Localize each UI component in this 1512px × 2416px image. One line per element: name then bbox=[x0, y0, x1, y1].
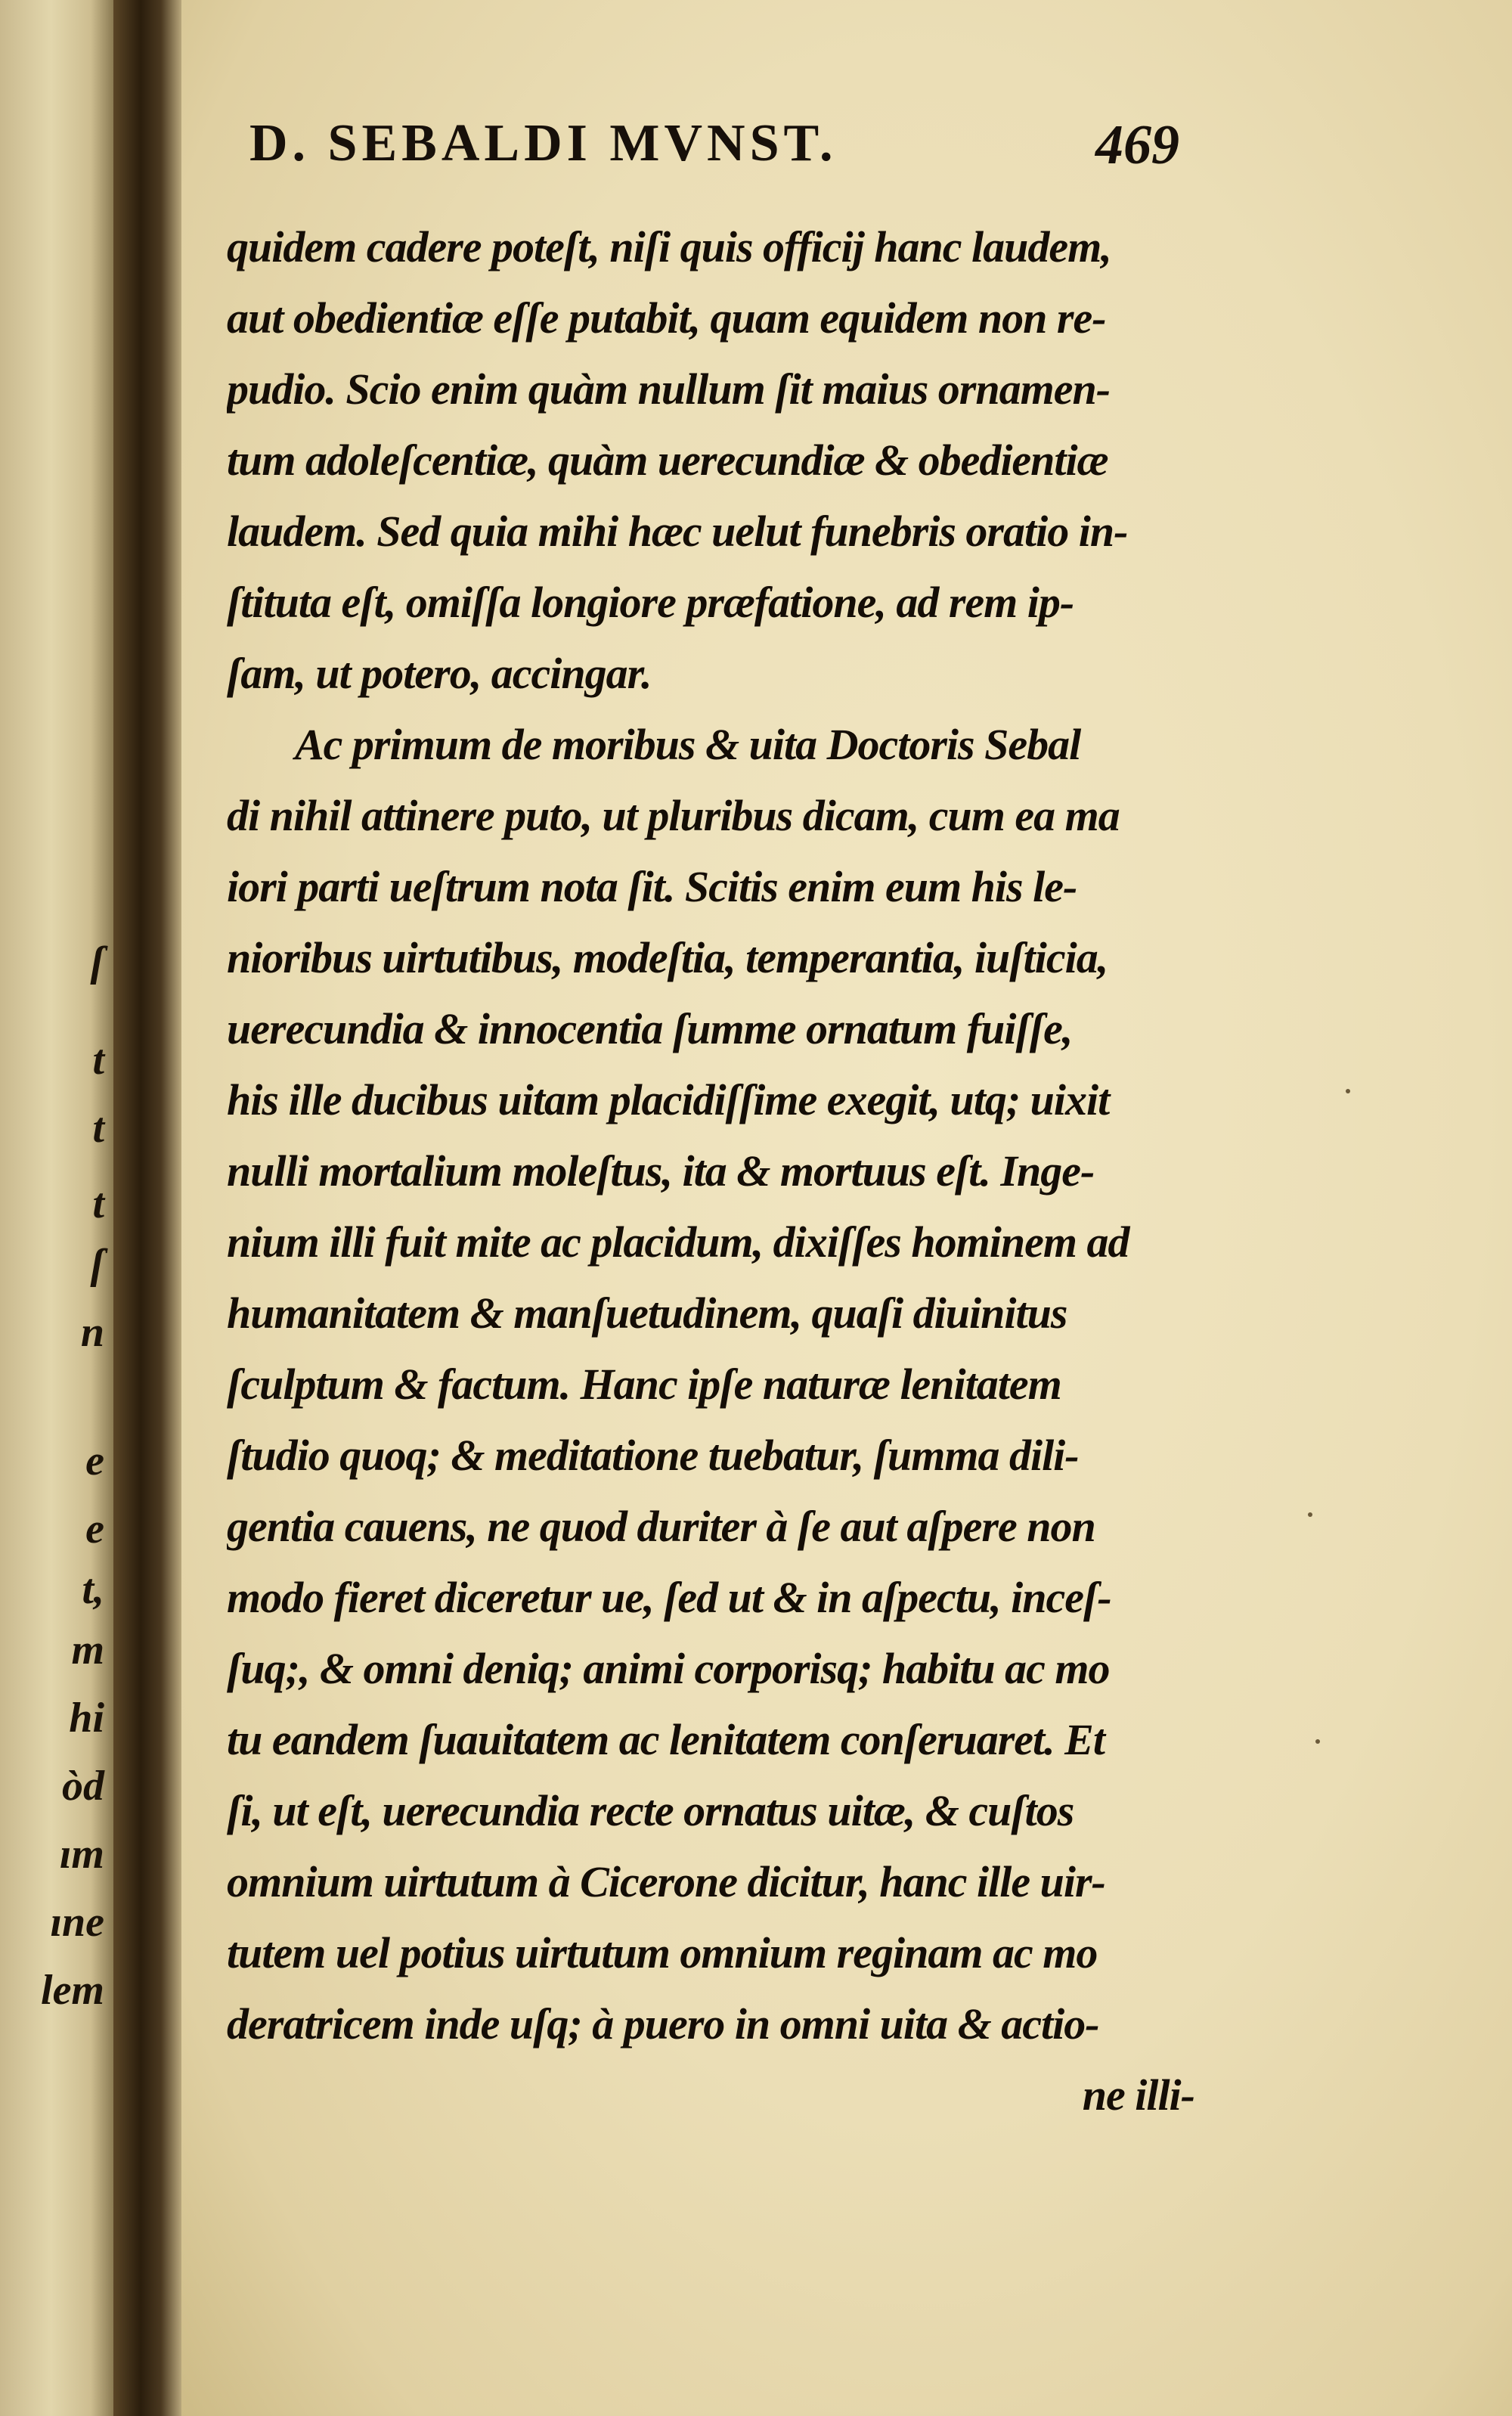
text-line: ſtudio quoq; & meditatione tuebatur, ſumma dili- bbox=[227, 1431, 1079, 1480]
text-line: ſculptum & factum. Hanc ipſe naturæ lenitatem bbox=[227, 1360, 1061, 1409]
left-page-fragment: lem bbox=[41, 1967, 104, 2014]
text-line: ſam, ut potero, accingar. bbox=[227, 649, 652, 698]
book-page bbox=[181, 0, 1512, 2416]
paper-speck bbox=[1315, 1739, 1320, 1744]
text-line: tu eandem ſuauitatem ac lenitatem conſeruaret. Et bbox=[227, 1715, 1105, 1764]
text-line: ſtituta eſt, omiſſa longiore præfatione, ad rem ip- bbox=[227, 578, 1074, 627]
book-gutter bbox=[113, 0, 181, 2416]
left-page-fragment: hi bbox=[69, 1695, 104, 1741]
left-page-fragment: ıne bbox=[50, 1899, 104, 1946]
text-line: di nihil attinere puto, ut pluribus dicam, cum ea ma bbox=[227, 791, 1120, 840]
page-header bbox=[249, 113, 1179, 197]
paper-speck bbox=[1346, 1089, 1350, 1093]
text-line: tutem uel potius uirtutum omnium reginam ac mo bbox=[227, 1928, 1098, 1977]
text-line: aut obedientiæ eſſe putabit, quam equidem non re- bbox=[227, 293, 1106, 343]
text-line: omnium uirtutum à Cicerone dicitur, hanc ille uir- bbox=[227, 1857, 1105, 1906]
text-line: nioribus uirtutibus, modeſtia, temperantia, iuſticia, bbox=[227, 933, 1108, 982]
text-line: gentia cauens, ne quod duriter à ſe aut aſpere non bbox=[227, 1502, 1095, 1551]
text-line: nulli mortalium moleſtus, ita & mortuus eſt. Inge- bbox=[227, 1146, 1095, 1196]
left-page-fragment: e bbox=[85, 1438, 104, 1484]
text-line: nium illi fuit mite ac placidum, dixiſſes hominem ad bbox=[227, 1217, 1129, 1267]
text-line: humanitatem & manſuetudinem, quaſi diuinitus bbox=[227, 1289, 1067, 1338]
left-page-fragment: ſ bbox=[90, 1241, 104, 1288]
left-page-fragment: n bbox=[80, 1309, 104, 1356]
text-line: laudem. Sed quia mihi hæc uelut funebris oratio in- bbox=[227, 507, 1128, 556]
left-page-fragment: t bbox=[92, 1105, 104, 1152]
left-page-fragment: ſ bbox=[90, 938, 104, 985]
paper-speck bbox=[1308, 1512, 1312, 1517]
text-line: his ille ducibus uitam placidiſſime exegit, utq; uixit bbox=[227, 1075, 1110, 1124]
text-block bbox=[227, 212, 1210, 2131]
left-page-fragment: e bbox=[85, 1506, 104, 1552]
text-line: tum adoleſcentiæ, quàm uerecundiæ & obedientiæ bbox=[227, 436, 1108, 485]
left-page-fragment: t bbox=[92, 1037, 104, 1084]
catchword: ne illi- bbox=[1082, 2070, 1194, 2120]
left-page-fragment: t, bbox=[82, 1566, 104, 1613]
text-line: uerecundia & innocentia ſumme ornatum fuiſſe, bbox=[227, 1004, 1073, 1053]
text-line: deratricem inde uſq; à puero in omni uita & actio- bbox=[227, 1999, 1099, 2048]
text-line: iori parti ueſtrum nota ſit. Scitis enim eum his le- bbox=[227, 862, 1077, 911]
text-line: quidem cadere poteſt, niſi quis officij hanc laudem, bbox=[227, 222, 1111, 271]
left-page-fragment: ım bbox=[59, 1831, 104, 1878]
paragraph-start-line: Ac primum de moribus & uita Doctoris Sebal bbox=[295, 720, 1081, 769]
text-line: ſuq;, & omni deniq; animi corporisq; habitu ac mo bbox=[227, 1644, 1110, 1693]
text-line: pudio. Scio enim quàm nullum ſit maius ornamen- bbox=[227, 364, 1111, 414]
left-page-fragment: òd bbox=[62, 1763, 104, 1810]
page-number: 469 bbox=[1095, 114, 1179, 176]
running-title: D. SEBALDI MVNST. bbox=[249, 114, 838, 172]
left-page-edge bbox=[0, 0, 113, 2416]
text-line: modo fieret diceretur ue, ſed ut & in aſpectu, inceſ- bbox=[227, 1573, 1111, 1622]
left-page-fragment: m bbox=[71, 1627, 104, 1673]
left-page-fragment: t bbox=[92, 1180, 104, 1227]
text-line: ſi, ut eſt, uerecundia recte ornatus uitæ, & cuſtos bbox=[227, 1786, 1074, 1835]
